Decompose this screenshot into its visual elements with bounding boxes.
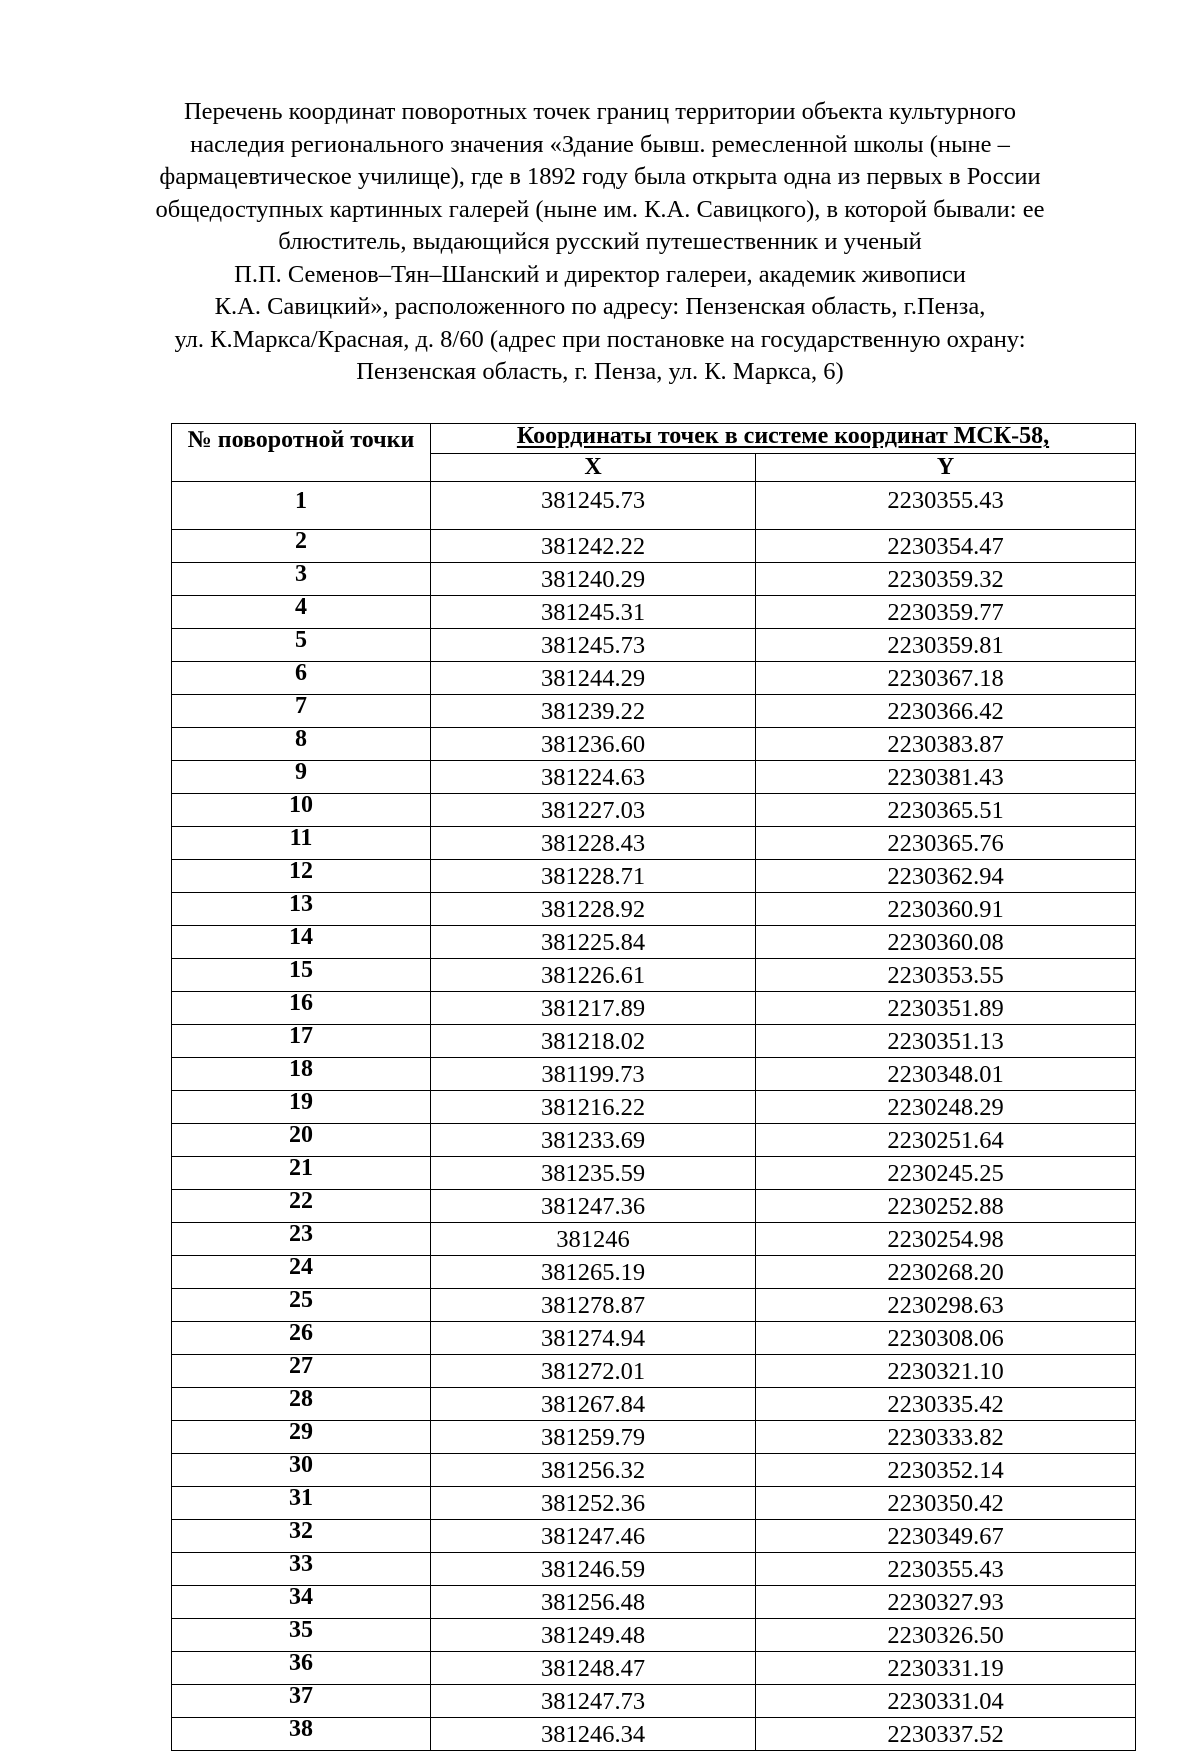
y-coordinate-cell: 2230353.55: [756, 959, 1136, 992]
x-coordinate-cell: 381247.36: [431, 1190, 756, 1223]
x-coordinate-cell: 381246: [431, 1223, 756, 1256]
x-coordinate-cell: 381245.31: [431, 596, 756, 629]
y-coordinate-cell: 2230333.82: [756, 1421, 1136, 1454]
point-number-header: № поворотной точки: [172, 424, 431, 482]
document-title: [100, 96, 1100, 389]
table-row: [172, 1685, 1136, 1718]
y-coordinate-cell: 2230355.43: [756, 482, 1136, 530]
x-coordinate-cell: 381235.59: [431, 1157, 756, 1190]
table-row: [172, 1289, 1136, 1322]
y-coordinate-cell: 2230248.29: [756, 1091, 1136, 1124]
table-row: [172, 1025, 1136, 1058]
point-number-cell: 36: [172, 1652, 431, 1685]
table-row: [172, 1256, 1136, 1289]
table-row: [172, 1652, 1136, 1685]
x-coordinate-cell: 381239.22: [431, 695, 756, 728]
table-row: [172, 1487, 1136, 1520]
point-number-cell: 37: [172, 1685, 431, 1718]
y-coordinate-cell: 2230335.42: [756, 1388, 1136, 1421]
table-row: [172, 992, 1136, 1025]
y-coordinate-cell: 2230362.94: [756, 860, 1136, 893]
point-number-cell: 16: [172, 992, 431, 1025]
point-number-cell: 21: [172, 1157, 431, 1190]
point-number-cell: 17: [172, 1025, 431, 1058]
title-line: Перечень координат поворотных точек границ территории объекта культурного: [183, 98, 1017, 125]
y-coordinate-cell: 2230337.52: [756, 1718, 1136, 1751]
x-coordinate-cell: 381242.22: [431, 530, 756, 563]
x-coordinate-cell: 381256.32: [431, 1454, 756, 1487]
x-coordinate-cell: 381278.87: [431, 1289, 756, 1322]
table-row: [172, 1520, 1136, 1553]
point-number-cell: 20: [172, 1124, 431, 1157]
x-coordinate-cell: 381228.43: [431, 827, 756, 860]
x-coordinate-cell: 381256.48: [431, 1586, 756, 1619]
table-row: [172, 959, 1136, 992]
point-number-cell: 7: [172, 695, 431, 728]
point-number-cell: 28: [172, 1388, 431, 1421]
table-row: [172, 728, 1136, 761]
x-coordinate-cell: 381248.47: [431, 1652, 756, 1685]
title-line: Пензенская область, г. Пенза, ул. К. Маркса, 6): [356, 358, 844, 385]
title-line: наследия регионального значения «Здание бывш. ремесленной школы (ныне –: [190, 130, 1010, 158]
table-row: [172, 893, 1136, 926]
table-row: [172, 1718, 1136, 1751]
point-number-cell: 12: [172, 860, 431, 893]
point-number-cell: 1: [172, 482, 431, 530]
point-number-cell: 5: [172, 629, 431, 662]
y-coordinate-cell: 2230245.25: [756, 1157, 1136, 1190]
y-coordinate-cell: 2230351.89: [756, 992, 1136, 1025]
x-coordinate-cell: 381224.63: [431, 761, 756, 794]
x-coordinate-cell: 381259.79: [431, 1421, 756, 1454]
title-line: фармацевтическое училище), где в 1892 году была открыта одна из первых в России: [159, 163, 1041, 190]
table-row: [172, 1322, 1136, 1355]
table-row: [172, 1223, 1136, 1256]
y-coordinate-cell: 2230350.42: [756, 1487, 1136, 1520]
table-row: [172, 1454, 1136, 1487]
y-coordinate-cell: 2230383.87: [756, 728, 1136, 761]
point-number-cell: 6: [172, 662, 431, 695]
table-row: [172, 1058, 1136, 1091]
point-number-cell: 33: [172, 1553, 431, 1586]
x-coordinate-cell: 381265.19: [431, 1256, 756, 1289]
table-row: [172, 695, 1136, 728]
coordinate-system-header: Координаты точек в системе координат МСК-58,: [431, 424, 1136, 454]
y-coordinate-cell: 2230359.81: [756, 629, 1136, 662]
x-coordinate-cell: 381225.84: [431, 926, 756, 959]
y-coordinate-cell: 2230359.77: [756, 596, 1136, 629]
table-row: [172, 1091, 1136, 1124]
table-row: [172, 827, 1136, 860]
x-coordinate-cell: 381233.69: [431, 1124, 756, 1157]
x-coordinate-cell: 381252.36: [431, 1487, 756, 1520]
x-coordinate-cell: 381226.61: [431, 959, 756, 992]
table-row: [172, 662, 1136, 695]
table-row: [172, 794, 1136, 827]
table-row: [172, 860, 1136, 893]
point-number-cell: 29: [172, 1421, 431, 1454]
x-coordinate-cell: 381267.84: [431, 1388, 756, 1421]
y-coordinate-cell: 2230360.91: [756, 893, 1136, 926]
x-coordinate-cell: 381274.94: [431, 1322, 756, 1355]
title-line: ул. К.Маркса/Красная, д. 8/60 (адрес при постановке на государственную охрану:: [174, 325, 1026, 353]
x-coordinate-cell: 381272.01: [431, 1355, 756, 1388]
point-number-cell: 34: [172, 1586, 431, 1619]
y-coordinate-cell: 2230348.01: [756, 1058, 1136, 1091]
y-coordinate-cell: 2230326.50: [756, 1619, 1136, 1652]
point-number-cell: 4: [172, 596, 431, 629]
y-coordinate-cell: 2230360.08: [756, 926, 1136, 959]
point-number-cell: 19: [172, 1091, 431, 1124]
table-row: [172, 1586, 1136, 1619]
header-row: [172, 424, 1136, 454]
point-number-cell: 14: [172, 926, 431, 959]
table-row: [172, 563, 1136, 596]
table-row: [172, 482, 1136, 530]
point-number-cell: 22: [172, 1190, 431, 1223]
title-line: К.А. Савицкий», расположенного по адресу: Пензенская область, г.Пенза,: [214, 293, 986, 320]
point-number-cell: 26: [172, 1322, 431, 1355]
x-coordinate-cell: 381249.48: [431, 1619, 756, 1652]
point-number-cell: 24: [172, 1256, 431, 1289]
point-number-cell: 2: [172, 530, 431, 563]
point-number-cell: 8: [172, 728, 431, 761]
y-coordinate-cell: 2230308.06: [756, 1322, 1136, 1355]
table-row: [172, 926, 1136, 959]
y-coordinate-cell: 2230331.04: [756, 1685, 1136, 1718]
table-row: [172, 1619, 1136, 1652]
point-number-cell: 38: [172, 1718, 431, 1751]
point-number-cell: 23: [172, 1223, 431, 1256]
x-coordinate-cell: 381228.71: [431, 860, 756, 893]
y-coordinate-cell: 2230351.13: [756, 1025, 1136, 1058]
y-header: Y: [756, 454, 1136, 482]
table-row: [172, 1190, 1136, 1223]
y-coordinate-cell: 2230298.63: [756, 1289, 1136, 1322]
point-number-cell: 35: [172, 1619, 431, 1652]
y-coordinate-cell: 2230365.76: [756, 827, 1136, 860]
x-coordinate-cell: 381246.34: [431, 1718, 756, 1751]
y-coordinate-cell: 2230349.67: [756, 1520, 1136, 1553]
point-number-cell: 25: [172, 1289, 431, 1322]
point-number-cell: 18: [172, 1058, 431, 1091]
title-line: П.П. Семенов–Тян–Шанский и директор галереи, академик живописи: [234, 260, 966, 288]
y-coordinate-cell: 2230381.43: [756, 761, 1136, 794]
point-number-cell: 32: [172, 1520, 431, 1553]
y-coordinate-cell: 2230359.32: [756, 563, 1136, 596]
x-coordinate-cell: 381218.02: [431, 1025, 756, 1058]
title-line: общедоступных картинных галерей (ныне им. К.А. Савицкого), в которой бывали: ее: [155, 195, 1045, 223]
point-number-cell: 9: [172, 761, 431, 794]
y-coordinate-cell: 2230268.20: [756, 1256, 1136, 1289]
x-coordinate-cell: 381240.29: [431, 563, 756, 596]
x-coordinate-cell: 381236.60: [431, 728, 756, 761]
table-row: [172, 1124, 1136, 1157]
table-row: [172, 1355, 1136, 1388]
table-row: [172, 1553, 1136, 1586]
x-coordinate-cell: 381227.03: [431, 794, 756, 827]
point-number-cell: 13: [172, 893, 431, 926]
y-coordinate-cell: 2230252.88: [756, 1190, 1136, 1223]
table-row: [172, 629, 1136, 662]
x-coordinate-cell: 381246.59: [431, 1553, 756, 1586]
y-coordinate-cell: 2230331.19: [756, 1652, 1136, 1685]
point-number-cell: 27: [172, 1355, 431, 1388]
table-row: [172, 1157, 1136, 1190]
x-coordinate-cell: 381228.92: [431, 893, 756, 926]
y-coordinate-cell: 2230352.14: [756, 1454, 1136, 1487]
y-coordinate-cell: 2230327.93: [756, 1586, 1136, 1619]
point-number-cell: 10: [172, 794, 431, 827]
y-coordinate-cell: 2230355.43: [756, 1553, 1136, 1586]
table-row: [172, 761, 1136, 794]
title-line: блюститель, выдающийся русский путешественник и ученый: [278, 228, 922, 255]
x-coordinate-cell: 381217.89: [431, 992, 756, 1025]
table-row: [172, 596, 1136, 629]
x-coordinate-cell: 381199.73: [431, 1058, 756, 1091]
table-row: [172, 1421, 1136, 1454]
x-header: X: [431, 454, 756, 482]
y-coordinate-cell: 2230254.98: [756, 1223, 1136, 1256]
y-coordinate-cell: 2230365.51: [756, 794, 1136, 827]
x-coordinate-cell: 381244.29: [431, 662, 756, 695]
y-coordinate-cell: 2230251.64: [756, 1124, 1136, 1157]
point-number-cell: 15: [172, 959, 431, 992]
x-coordinate-cell: 381216.22: [431, 1091, 756, 1124]
y-coordinate-cell: 2230354.47: [756, 530, 1136, 563]
table-row: [172, 1388, 1136, 1421]
x-coordinate-cell: 381245.73: [431, 482, 756, 530]
y-coordinate-cell: 2230366.42: [756, 695, 1136, 728]
point-number-cell: 30: [172, 1454, 431, 1487]
table-header: [172, 424, 1136, 482]
point-number-cell: 11: [172, 827, 431, 860]
x-coordinate-cell: 381247.46: [431, 1520, 756, 1553]
point-number-cell: 3: [172, 563, 431, 596]
y-coordinate-cell: 2230321.10: [756, 1355, 1136, 1388]
coordinates-table: [171, 423, 1136, 1751]
table-body: [172, 482, 1136, 1751]
x-coordinate-cell: 381247.73: [431, 1685, 756, 1718]
x-coordinate-cell: 381245.73: [431, 629, 756, 662]
y-coordinate-cell: 2230367.18: [756, 662, 1136, 695]
table-row: [172, 530, 1136, 563]
point-number-cell: 31: [172, 1487, 431, 1520]
